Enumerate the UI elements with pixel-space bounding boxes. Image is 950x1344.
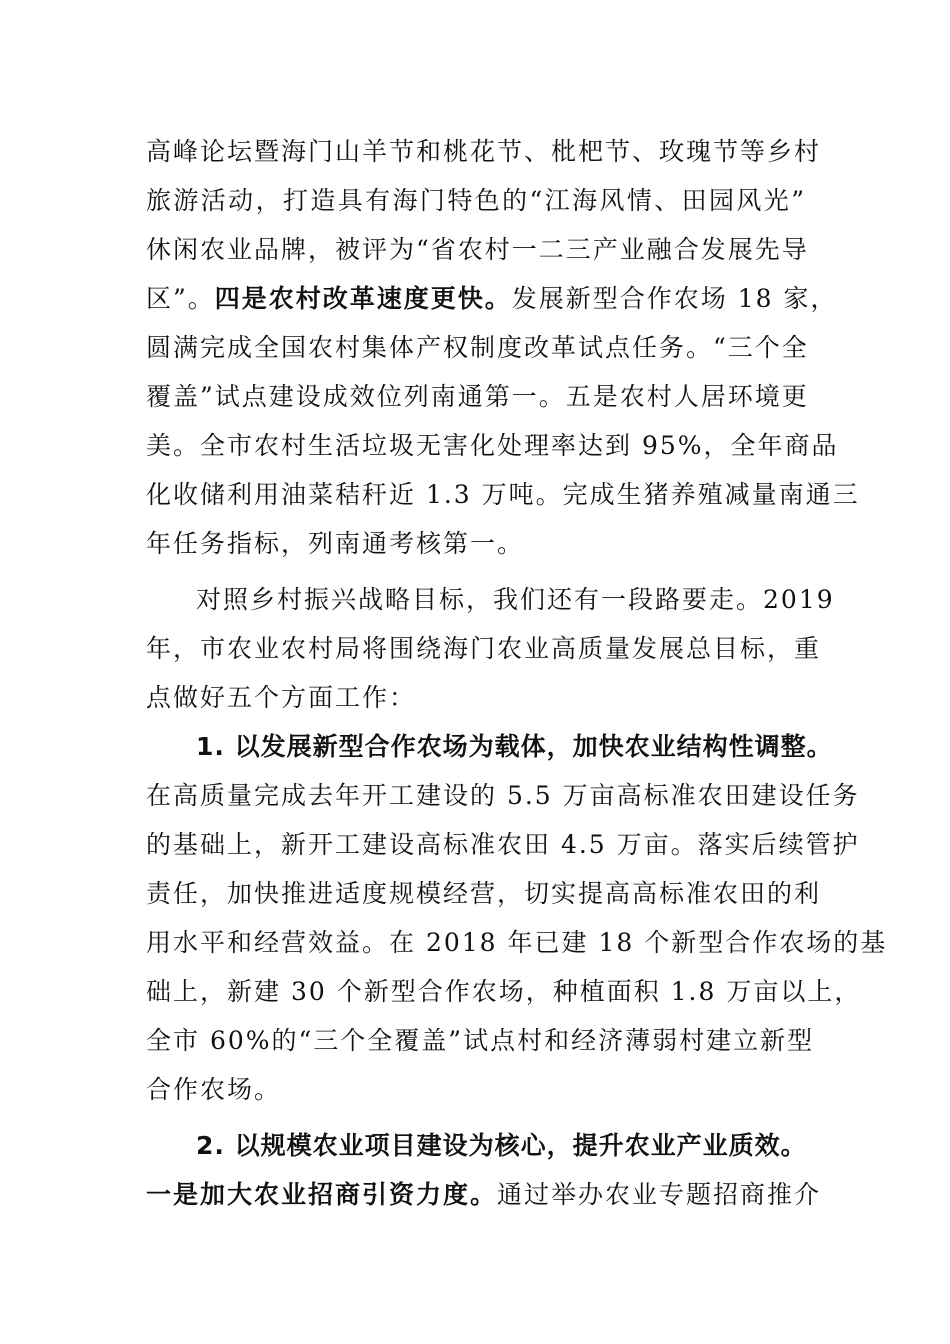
text-line: 年任务指标，列南通考核第一。 <box>146 529 525 558</box>
text-line: 化收储利用油菜秸秆近 1.3 万吨。完成生猪养殖减量南通三 <box>146 480 860 509</box>
text-fragment: 通过举办农业专题招商推介 <box>497 1180 822 1209</box>
text-line: 美。全市农村生活垃圾无害化处理率达到 95%，全年商品 <box>146 431 839 460</box>
text-line: 在高质量完成去年开工建设的 5.5 万亩高标准农田建设任务 <box>146 781 860 810</box>
bold-phrase-investment: 一是加大农业招商引资力度。 <box>146 1180 498 1209</box>
text-line: 对照乡村振兴战略目标，我们还有一段路要走。2019 <box>196 585 835 614</box>
text-line <box>146 1170 822 1219</box>
paragraph-2019-goals <box>146 575 835 722</box>
text-fragment: 区”。 <box>146 284 215 313</box>
section-heading: 2. 以规模农业项目建设为核心，提升农业产业质效。 <box>196 1131 807 1160</box>
text-line: 点做好五个方面工作： <box>146 683 417 712</box>
text-line: 休闲农业品牌，被评为“省农村一二三产业融合发展先导 <box>146 235 809 264</box>
text-line: 全市 60%的“三个全覆盖”试点村和经济薄弱村建立新型 <box>146 1026 815 1055</box>
paragraph-rural-achievements <box>146 127 860 568</box>
text-line: 覆盖”试点建设成效位列南通第一。五是农村人居环境更 <box>146 382 809 411</box>
text-line: 责任，加快推进适度规模经营，切实提高高标准农田的利 <box>146 879 822 908</box>
text-line: 合作农场。 <box>146 1075 282 1104</box>
text-line: 高峰论坛暨海门山羊节和桃花节、枇杷节、玫瑰节等乡村 <box>146 137 822 166</box>
text-line: 年，市农业农村局将围绕海门农业高质量发展总目标，重 <box>146 634 822 663</box>
bold-phrase-reform: 四是农村改革速度更快。 <box>214 284 512 313</box>
text-line <box>146 274 838 323</box>
text-line: 旅游活动，打造具有海门特色的“江海风情、田园风光” <box>146 186 806 215</box>
section-heading: 1. 以发展新型合作农场为载体，加快农业结构性调整。 <box>196 732 833 761</box>
text-line: 础上，新建 30 个新型合作农场，种植面积 1.8 万亩以上， <box>146 977 862 1006</box>
text-line: 圆满完成全国农村集体产权制度改革试点任务。“三个全 <box>146 333 809 362</box>
text-line: 用水平和经营效益。在 2018 年已建 18 个新型合作农场的基 <box>146 928 888 957</box>
text-fragment: 发展新型合作农场 18 家， <box>511 284 838 313</box>
section-2 <box>146 1121 822 1219</box>
text-line: 的基础上，新开工建设高标准农田 4.5 万亩。落实后续管护 <box>146 830 860 859</box>
section-1 <box>146 722 888 1114</box>
